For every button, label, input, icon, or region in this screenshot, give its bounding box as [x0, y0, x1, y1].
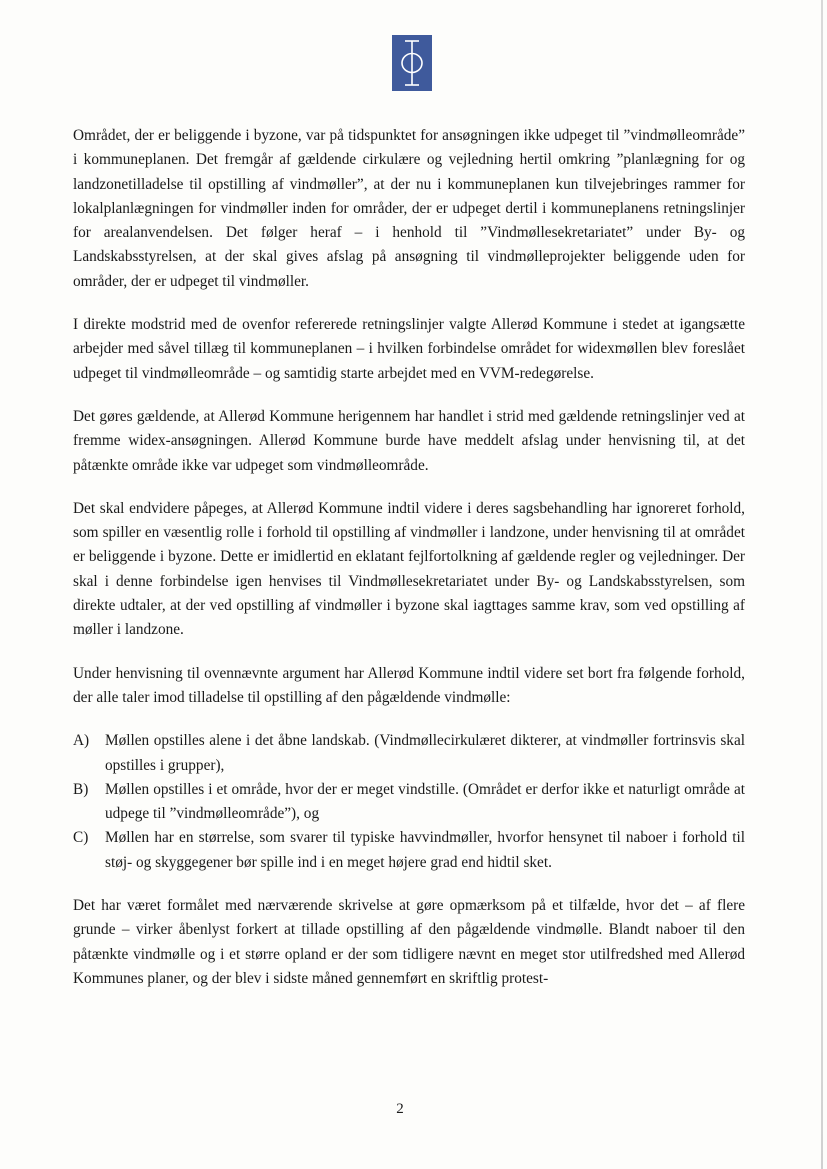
letter-body [73, 124, 745, 1010]
paragraph-3: Det gøres gældende, at Allerød Kommune herigennem har handlet i strid med gældende retningslinjer ved at fremme widex-ansøgningen. Allerød Kommune burde have meddelt afslag under henvisning til, at det påtænkte område ikke var udpeget som vindmølleområde. [73, 407, 745, 474]
closing-paragraph: Det har været formålet med nærværende skrivelse at gøre opmærksom på et tilfælde, hvor det – af flere grunde – virker åbenlyst forkert at tillade opstilling af den pågældende vindmølle. Blandt naboer til den påtænkte vindmølle og i et større opland er der som tidligere nævnt en meget stor utilfredshed med Allerød Kommunes planer, og der blev i sidste måned gennemført en skriftlig protest- [73, 897, 745, 987]
list-item [73, 729, 745, 778]
paragraph-5: Under henvisning til ovennævnte argument har Allerød Kommune indtil videre set bort fra følgende forhold, der alle taler imod tilladelse til opstilling af den pågældende vindmølle: [73, 664, 745, 706]
paragraph-1: Området, der er beliggende i byzone, var på tidspunktet for ansøgningen ikke udpeget til ”vindmølleområde” i kommuneplanen. Det fremgår af gældende cirkulære og vejledning hertil omkring ”planlægning for og landzonetilladelse til opstilling af vindmøller”, at der nu i kommuneplanen kun tilvejebringes rammer for lokalplanlægningen for vindmøller inden for områder, der er udpeget dertil i kommuneplanens retningslinjer for arealanvendelsen. Det følger heraf – i henhold til ”Vindmøllesekretariatet” under By- og Landskabsstyrelsen, at der skal gives afslag på ansøgning til vindmølleprojekter beliggende uden for områder, der er udpeget til vindmøller. [73, 127, 745, 290]
list-item [73, 778, 745, 827]
list-marker: C) [73, 829, 89, 847]
list-item-text: Møllen har en størrelse, som svarer til typiske havvindmøller, hvorfor hensynet til naboer i forhold til støj- og skyggegener bør spille ind i en meget højere grad end hidtil sket. [105, 829, 745, 871]
paragraph-4: Det skal endvidere påpeges, at Allerød Kommune indtil videre i deres sagsbehandling har ignoreret forhold, som spiller en væsentlig rolle i forhold til opstilling af vindmøller i landzone, under henvisning til at området er beliggende i byzone. Dette er imidlertid en eklatant fejlfortolkning af gældende regler og vejledninger. Der skal i denne forbindelse igen henvises til Vindmøllesekretariatet under By- og Landskabsstyrelsen, som direkte udtaler, at der ved opstilling af vindmøller i byzone skal iagttages samme krav, som ved opstilling af møller i landzone. [73, 499, 745, 639]
list-item-text: Møllen opstilles alene i det åbne landskab. (Vindmøllecirkulæret dikterer, at vindmøller fortrinsvis skal opstilles i grupper), [105, 732, 745, 774]
list-marker: A) [73, 732, 90, 750]
list-marker: B) [73, 780, 89, 798]
phi-logo-icon [392, 35, 432, 91]
list-item-text: Møllen opstilles i et område, hvor der er meget vindstille. (Området er derfor ikke et naturligt område at udpege til ”vindmølleområde”), og [105, 780, 745, 823]
page-edge-shadow [821, 0, 823, 1169]
paragraph-2: I direkte modstrid med de ovenfor refererede retningslinjer valgte Allerød Kommune i stedet at igangsætte arbejder med såvel tillæg til kommuneplanen – i hvilken forbindelse området for widexmøllen blev foreslået udpeget til vindmølleområde – og samtidig starte arbejdet med en VVM-redegørelse. [73, 316, 745, 382]
argument-list [73, 729, 745, 875]
page-number: 2 [396, 1101, 404, 1117]
list-item [73, 826, 745, 875]
